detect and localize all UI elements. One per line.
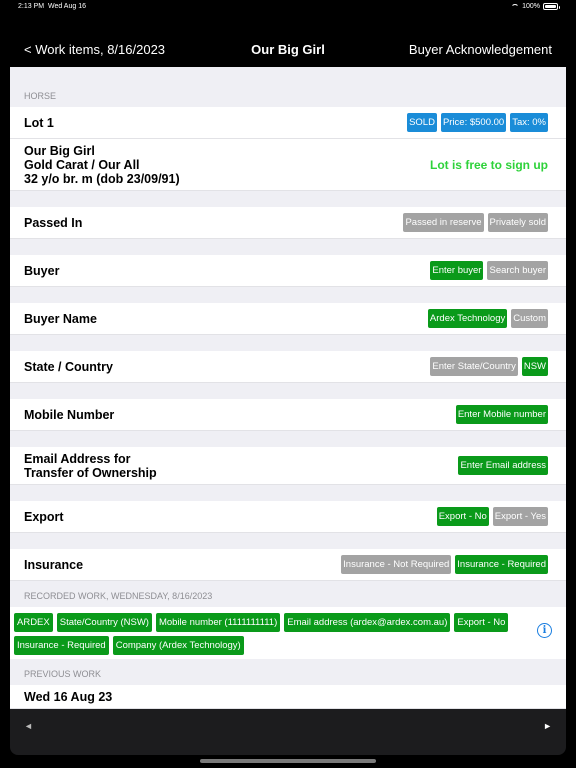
horse-name: Our Big Girl	[24, 143, 95, 158]
previous-arrow-icon[interactable]: ◄	[24, 721, 33, 731]
buyer-name-row	[10, 303, 566, 335]
section-header-recorded-work: RECORDED WORK, WEDNESDAY, 8/16/2023	[24, 591, 213, 601]
status-right	[511, 3, 558, 10]
lot-label: Lot 1	[24, 115, 54, 130]
state-country-row	[10, 351, 566, 383]
insurance-row	[10, 549, 566, 581]
bottom-toolbar	[10, 709, 566, 755]
buyer-row	[10, 255, 566, 287]
insurance-not-required-button[interactable]: Insurance - Not Required	[341, 555, 451, 574]
state-country-label: State / Country	[24, 359, 113, 374]
export-yes-button[interactable]: Export - Yes	[493, 507, 548, 526]
horse-details	[24, 144, 180, 186]
recorded-tag[interactable]: Company (Ardex Technology)	[113, 636, 244, 655]
battery-percent: 100%	[522, 3, 540, 10]
export-row	[10, 501, 566, 533]
next-arrow-icon[interactable]: ►	[543, 721, 552, 731]
email-row	[10, 447, 566, 485]
buyer-name-label: Buyer Name	[24, 311, 97, 326]
home-indicator	[200, 759, 376, 763]
price-badge[interactable]: Price: $500.00	[441, 113, 506, 132]
previous-work-date: Wed 16 Aug 23	[24, 689, 113, 704]
horse-pedigree: Gold Carat / Our All	[24, 157, 140, 172]
status-bar	[0, 0, 576, 16]
battery-icon	[543, 3, 558, 10]
recorded-tag[interactable]: State/Country (NSW)	[57, 613, 152, 632]
enter-buyer-button[interactable]: Enter buyer	[430, 261, 483, 280]
recorded-tag[interactable]: Insurance - Required	[14, 636, 109, 655]
section-header-horse: HORSE	[24, 91, 57, 101]
lot-badges	[407, 113, 548, 132]
main-content	[10, 67, 566, 709]
mobile-number-row	[10, 399, 566, 431]
passed-in-row	[10, 207, 566, 239]
passed-in-label: Passed In	[24, 215, 83, 230]
navigation-bar	[0, 30, 576, 70]
state-nsw-button[interactable]: NSW	[522, 357, 548, 376]
section-header-previous-work: PREVIOUS WORK	[24, 669, 102, 679]
recorded-work-tags	[10, 607, 566, 659]
recorded-tag[interactable]: Email address (ardex@ardex.com.au)	[284, 613, 450, 632]
privately-sold-button[interactable]: Privately sold	[488, 213, 549, 232]
buyer-label: Buyer	[24, 263, 60, 278]
page-title: Our Big Girl	[251, 42, 325, 57]
free-to-sign-up-text: Lot is free to sign up	[429, 157, 548, 172]
email-label: Email Address for Transfer of Ownership	[24, 451, 157, 480]
export-label: Export	[24, 509, 64, 524]
search-buyer-button[interactable]: Search buyer	[487, 261, 548, 280]
mobile-number-label: Mobile Number	[24, 407, 115, 422]
horse-age: 32 y/o br. m (dob 23/09/91)	[24, 171, 180, 186]
export-no-button[interactable]: Export - No	[437, 507, 489, 526]
recorded-tag[interactable]: ARDEX	[14, 613, 53, 632]
lot-row	[10, 107, 566, 139]
back-button[interactable]: < Work items, 8/16/2023	[24, 42, 166, 57]
wifi-icon	[511, 4, 519, 10]
custom-buyer-name-button[interactable]: Custom	[511, 309, 548, 328]
horse-details-row	[10, 139, 566, 191]
previous-work-row[interactable]	[10, 685, 566, 709]
passed-in-reserve-button[interactable]: Passed in reserve	[403, 213, 483, 232]
enter-state-country-button[interactable]: Enter State/Country	[430, 357, 517, 376]
enter-email-button[interactable]: Enter Email address	[458, 456, 548, 475]
recorded-tag[interactable]: Mobile number (1111111111)	[156, 613, 280, 632]
buyer-acknowledgement-button[interactable]: Buyer Acknowledgement	[408, 42, 552, 57]
sold-badge[interactable]: SOLD	[407, 113, 437, 132]
recorded-tag[interactable]: Export - No	[454, 613, 508, 632]
insurance-required-button[interactable]: Insurance - Required	[455, 555, 548, 574]
info-icon[interactable]: i	[537, 623, 552, 638]
tax-badge[interactable]: Tax: 0%	[510, 113, 548, 132]
buyer-name-value-button[interactable]: Ardex Technology	[428, 309, 507, 328]
enter-mobile-button[interactable]: Enter Mobile number	[456, 405, 548, 424]
status-time-date: 2:13 PM Wed Aug 16	[18, 3, 86, 10]
insurance-label: Insurance	[24, 557, 84, 572]
